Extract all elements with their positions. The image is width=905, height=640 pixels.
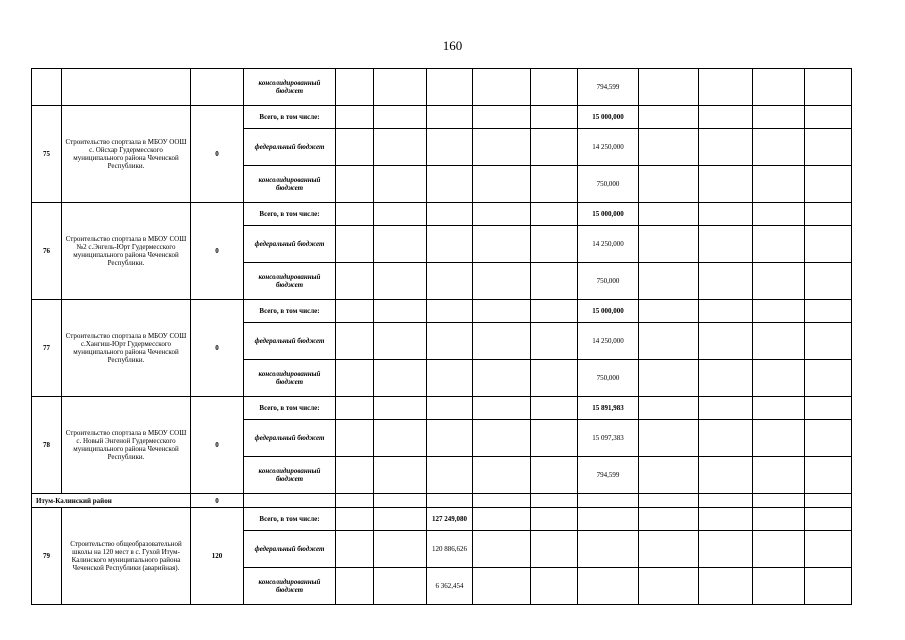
empty-cell (473, 166, 531, 203)
funding-source-cell: консолидированный бюджет (244, 457, 336, 494)
empty-cell (639, 420, 699, 457)
empty-cell (473, 360, 531, 397)
project-number: 76 (32, 203, 62, 300)
empty-cell (473, 508, 531, 531)
empty-cell (805, 420, 852, 457)
empty-cell (336, 263, 374, 300)
district-row (32, 494, 852, 508)
empty-cell (374, 106, 427, 129)
empty-cell (191, 69, 244, 106)
empty-cell (805, 494, 852, 508)
empty-cell (244, 494, 336, 508)
empty-cell (336, 203, 374, 226)
empty-cell (473, 494, 531, 508)
amount-cell: 127 249,080 (427, 508, 473, 531)
empty-cell (531, 300, 578, 323)
funding-source-cell: федеральный бюджет (244, 226, 336, 263)
empty-cell (374, 226, 427, 263)
empty-cell (753, 203, 805, 226)
empty-cell (473, 397, 531, 420)
funding-source-cell: Всего, в том числе: (244, 508, 336, 531)
funding-source-cell: федеральный бюджет (244, 129, 336, 166)
funding-source-cell: федеральный бюджет (244, 323, 336, 360)
project-name: Строительство спортзала в МБОУ СОШ с.Хангиш-Юрт Гудермесского муниципального района Чеченской Республики. (62, 300, 191, 397)
empty-cell (336, 106, 374, 129)
empty-cell (753, 166, 805, 203)
empty-cell (531, 203, 578, 226)
table-row (32, 106, 852, 129)
table-row (32, 203, 852, 226)
project-places: 0 (191, 203, 244, 300)
empty-cell (805, 69, 852, 106)
empty-cell (639, 129, 699, 166)
project-name: Строительство спортзала в МБОУ ООШ с. Ойсхар Гудермесского муниципального района Чеченской Республики. (62, 106, 191, 203)
empty-cell (639, 323, 699, 360)
empty-cell (699, 203, 753, 226)
empty-cell (473, 568, 531, 605)
empty-cell (473, 106, 531, 129)
empty-cell (699, 263, 753, 300)
empty-cell (531, 494, 578, 508)
amount-cell: 15 097,383 (578, 420, 639, 457)
empty-cell (336, 397, 374, 420)
empty-cell (639, 203, 699, 226)
empty-cell (639, 226, 699, 263)
empty-cell (427, 166, 473, 203)
empty-cell (805, 129, 852, 166)
empty-cell (531, 360, 578, 397)
empty-cell (336, 420, 374, 457)
empty-cell (374, 166, 427, 203)
empty-cell (805, 106, 852, 129)
amount-cell: 750,000 (578, 166, 639, 203)
empty-cell (427, 420, 473, 457)
empty-cell (699, 397, 753, 420)
funding-source-cell: Всего, в том числе: (244, 300, 336, 323)
empty-cell (427, 69, 473, 106)
empty-cell (639, 166, 699, 203)
amount-cell: 15 891,983 (578, 397, 639, 420)
empty-cell (753, 568, 805, 605)
empty-cell (699, 226, 753, 263)
empty-cell (336, 69, 374, 106)
empty-cell (336, 531, 374, 568)
empty-cell (531, 263, 578, 300)
empty-cell (805, 568, 852, 605)
empty-cell (336, 226, 374, 263)
amount-cell: 15 000,000 (578, 300, 639, 323)
empty-cell (639, 69, 699, 106)
empty-cell (699, 531, 753, 568)
empty-cell (336, 129, 374, 166)
empty-cell (753, 508, 805, 531)
empty-cell (336, 457, 374, 494)
funding-source-cell: федеральный бюджет (244, 420, 336, 457)
table-row (32, 508, 852, 531)
empty-cell (805, 323, 852, 360)
table-row (32, 300, 852, 323)
empty-cell (699, 494, 753, 508)
amount-cell: 14 250,000 (578, 323, 639, 360)
empty-cell (427, 457, 473, 494)
empty-cell (374, 263, 427, 300)
empty-cell (32, 69, 62, 106)
funding-source-cell: консолидированный бюджет (244, 263, 336, 300)
empty-cell (805, 300, 852, 323)
empty-cell (753, 226, 805, 263)
empty-cell (699, 69, 753, 106)
empty-cell (805, 263, 852, 300)
empty-cell (531, 420, 578, 457)
table-row (32, 397, 852, 420)
funding-source-cell: консолидированный бюджет (244, 69, 336, 106)
amount-cell: 750,000 (578, 263, 639, 300)
project-number: 79 (32, 508, 62, 605)
empty-cell (753, 323, 805, 360)
empty-cell (639, 494, 699, 508)
empty-cell (639, 397, 699, 420)
empty-cell (805, 531, 852, 568)
empty-cell (699, 360, 753, 397)
project-name: Строительство общеобразовательной школы на 120 мест в с. Гухой Итум-Калинского муниципального района Чеченской Республики (аварийная). (62, 508, 191, 605)
empty-cell (578, 508, 639, 531)
empty-cell (699, 457, 753, 494)
empty-cell (336, 360, 374, 397)
funding-source-cell: федеральный бюджет (244, 531, 336, 568)
empty-cell (374, 568, 427, 605)
empty-cell (753, 494, 805, 508)
empty-cell (374, 420, 427, 457)
empty-cell (374, 360, 427, 397)
empty-cell (427, 263, 473, 300)
empty-cell (753, 300, 805, 323)
empty-cell (805, 166, 852, 203)
empty-cell (639, 568, 699, 605)
empty-cell (531, 226, 578, 263)
empty-cell (639, 360, 699, 397)
empty-cell (753, 263, 805, 300)
empty-cell (531, 508, 578, 531)
empty-cell (531, 166, 578, 203)
empty-cell (531, 106, 578, 129)
project-number: 77 (32, 300, 62, 397)
empty-cell (336, 494, 374, 508)
empty-cell (805, 203, 852, 226)
empty-cell (374, 129, 427, 166)
funding-source-cell: консолидированный бюджет (244, 568, 336, 605)
empty-cell (639, 508, 699, 531)
funding-source-cell: Всего, в том числе: (244, 203, 336, 226)
empty-cell (374, 69, 427, 106)
amount-cell: 794,599 (578, 69, 639, 106)
empty-cell (473, 226, 531, 263)
empty-cell (374, 494, 427, 508)
funding-source-cell: консолидированный бюджет (244, 166, 336, 203)
amount-cell: 15 000,000 (578, 106, 639, 129)
empty-cell (374, 300, 427, 323)
empty-cell (639, 263, 699, 300)
empty-cell (427, 129, 473, 166)
empty-cell (473, 203, 531, 226)
project-places: 120 (191, 508, 244, 605)
empty-cell (374, 397, 427, 420)
district-count: 0 (191, 494, 244, 508)
empty-cell (473, 263, 531, 300)
empty-cell (473, 129, 531, 166)
empty-cell (753, 397, 805, 420)
amount-cell: 750,000 (578, 360, 639, 397)
empty-cell (336, 166, 374, 203)
empty-cell (753, 69, 805, 106)
empty-cell (336, 323, 374, 360)
empty-cell (699, 323, 753, 360)
empty-cell (531, 457, 578, 494)
empty-cell (699, 106, 753, 129)
empty-cell (753, 106, 805, 129)
project-places: 0 (191, 300, 244, 397)
empty-cell (427, 226, 473, 263)
empty-cell (374, 508, 427, 531)
empty-cell (473, 300, 531, 323)
empty-cell (805, 226, 852, 263)
empty-cell (753, 129, 805, 166)
empty-cell (62, 69, 191, 106)
empty-cell (427, 494, 473, 508)
empty-cell (699, 568, 753, 605)
empty-cell (753, 531, 805, 568)
project-number: 78 (32, 397, 62, 494)
empty-cell (374, 457, 427, 494)
amount-cell: 794,599 (578, 457, 639, 494)
budget-table (31, 68, 852, 605)
empty-cell (753, 420, 805, 457)
empty-cell (427, 360, 473, 397)
amount-cell: 15 000,000 (578, 203, 639, 226)
project-places: 0 (191, 397, 244, 494)
amount-cell: 14 250,000 (578, 129, 639, 166)
empty-cell (336, 300, 374, 323)
project-number: 75 (32, 106, 62, 203)
empty-cell (374, 323, 427, 360)
empty-cell (473, 323, 531, 360)
empty-cell (805, 397, 852, 420)
empty-cell (427, 323, 473, 360)
funding-source-cell: Всего, в том числе: (244, 397, 336, 420)
empty-cell (531, 129, 578, 166)
empty-cell (753, 457, 805, 494)
empty-cell (639, 106, 699, 129)
district-name: Итум-Калинский район (32, 494, 191, 508)
empty-cell (531, 568, 578, 605)
empty-cell (336, 568, 374, 605)
empty-cell (639, 457, 699, 494)
empty-cell (427, 203, 473, 226)
empty-cell (699, 420, 753, 457)
page-number: 160 (442, 38, 463, 53)
empty-cell (805, 457, 852, 494)
empty-cell (374, 531, 427, 568)
empty-cell (473, 531, 531, 568)
empty-cell (578, 568, 639, 605)
empty-cell (753, 360, 805, 397)
empty-cell (531, 531, 578, 568)
empty-cell (531, 69, 578, 106)
empty-cell (699, 508, 753, 531)
empty-cell (473, 457, 531, 494)
amount-cell: 6 362,454 (427, 568, 473, 605)
empty-cell (699, 166, 753, 203)
empty-cell (639, 300, 699, 323)
project-places: 0 (191, 106, 244, 203)
empty-cell (639, 531, 699, 568)
amount-cell: 120 886,626 (427, 531, 473, 568)
empty-cell (427, 397, 473, 420)
funding-source-cell: Всего, в том числе: (244, 106, 336, 129)
empty-cell (805, 360, 852, 397)
empty-cell (374, 203, 427, 226)
empty-cell (531, 323, 578, 360)
empty-cell (578, 494, 639, 508)
empty-cell (578, 531, 639, 568)
empty-cell (805, 508, 852, 531)
empty-cell (427, 106, 473, 129)
amount-cell: 14 250,000 (578, 226, 639, 263)
empty-cell (699, 300, 753, 323)
empty-cell (336, 508, 374, 531)
empty-cell (473, 420, 531, 457)
empty-cell (427, 300, 473, 323)
table-row (32, 69, 852, 106)
empty-cell (473, 69, 531, 106)
empty-cell (531, 397, 578, 420)
empty-cell (699, 129, 753, 166)
project-name: Строительство спортзала в МБОУ СОШ №2 с.Энгель-Юрт Гудермесского муниципального района Чеченской Республики. (62, 203, 191, 300)
funding-source-cell: консолидированный бюджет (244, 360, 336, 397)
project-name: Строительство спортзала в МБОУ СОШ с. Новый Энгеной Гудермесского муниципального района Чеченской Республики. (62, 397, 191, 494)
